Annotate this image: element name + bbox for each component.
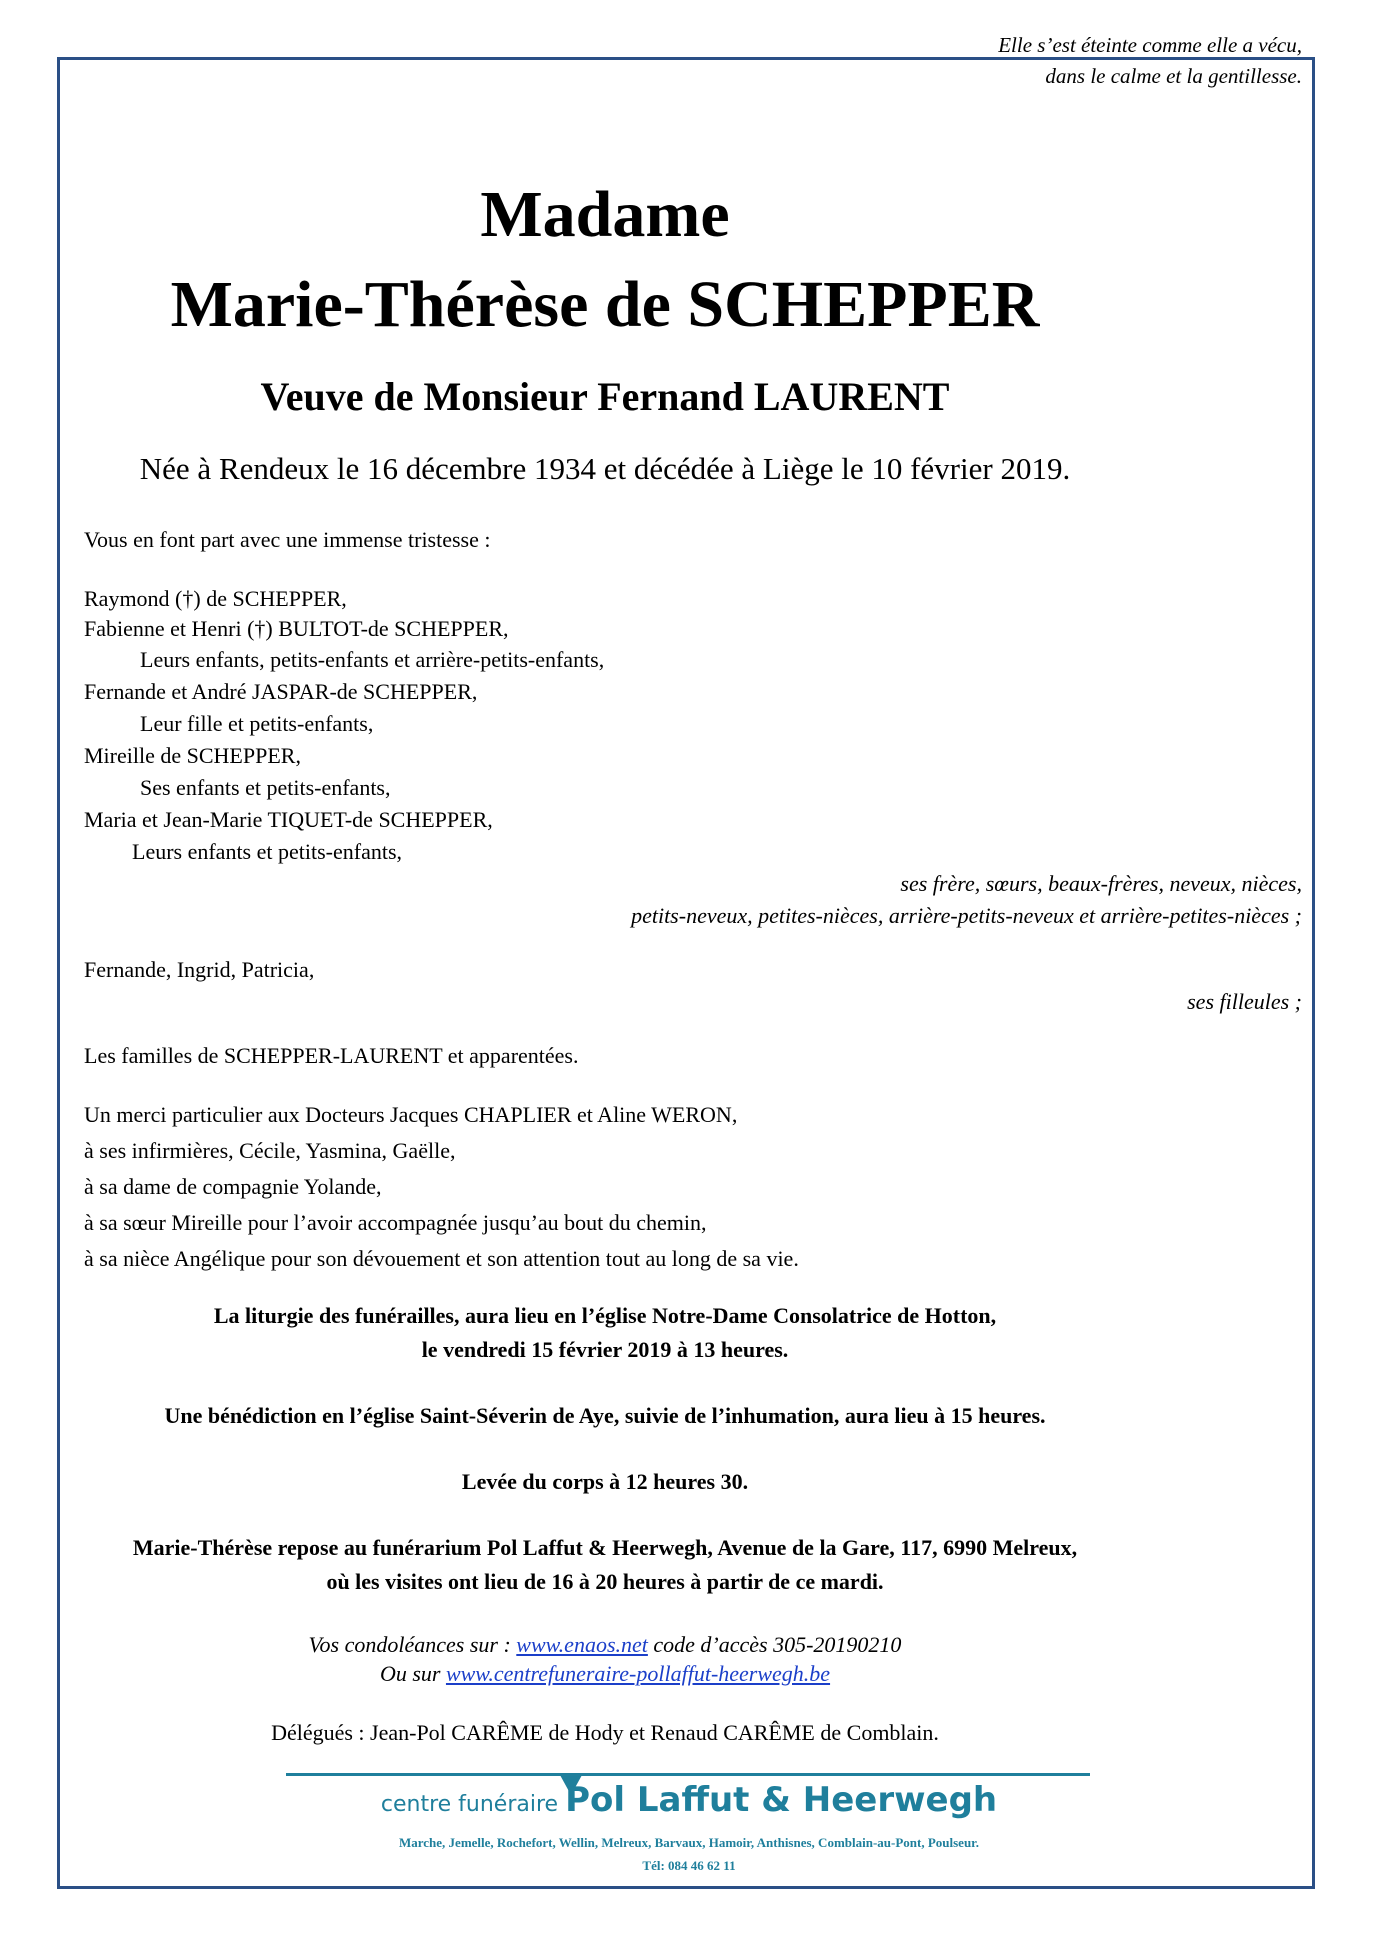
- family-line: Fernande et André JASPAR-de SCHEPPER,: [84, 679, 478, 704]
- siblings-note: ses frère, sœurs, beaux-frères, neveux, nièces,: [900, 871, 1302, 896]
- blessing-line: Une bénédiction en l’église Saint-Séverin de Aye, suivie de l’inhumation, aura lieu à 15 heures.: [164, 1403, 1046, 1428]
- thanks-line: à sa nièce Angélique pour son dévouement et son attention tout au long de sa vie.: [84, 1246, 799, 1271]
- logo-name: Pol Laffut & Heerwegh: [565, 1780, 998, 1820]
- logo-phone: Tél: 084 46 62 11: [642, 1858, 736, 1873]
- siblings-note: petits-neveux, petites-nièces, arrière-petits-neveux et arrière-petites-nièces ;: [631, 903, 1302, 928]
- condolences-or: Ou sur: [379, 1661, 446, 1686]
- godchildren-note: ses filleules ;: [1187, 989, 1302, 1014]
- condolences-alt-line: [0, 1657, 1210, 1691]
- rest-line: où les visites ont lieu de 16 à 20 heures à partir de ce mardi.: [326, 1569, 884, 1594]
- thanks-line: à ses infirmières, Cécile, Yasmina, Gaëlle,: [84, 1138, 456, 1163]
- intro-line: Vous en font part avec une immense tristesse :: [84, 527, 491, 552]
- thanks-line: à sa dame de compagnie Yolande,: [84, 1174, 382, 1199]
- access-code: code d’accès 305-20190210: [647, 1632, 902, 1657]
- logo-divider: [286, 1773, 1090, 1776]
- logo-subtitle: centre funéraire: [380, 1792, 566, 1817]
- delegates-line: Délégués : Jean-Pol CARÊME de Hody et Renaud CARÊME de Comblain.: [271, 1720, 939, 1745]
- thanks-line: à sa sœur Mireille pour l’avoir accompagnée jusqu’au bout du chemin,: [84, 1210, 707, 1235]
- godchildren-line: Fernande, Ingrid, Patricia,: [84, 957, 315, 982]
- funeral-home-logo: [0, 1780, 1378, 1820]
- family-line: Leur fille et petits-enfants,: [140, 711, 374, 736]
- condolences-prefix: Vos condoléances sur :: [308, 1632, 517, 1657]
- thanks-line: Un merci particulier aux Docteurs Jacques CHAPLIER et Aline WERON,: [84, 1102, 738, 1127]
- levee-line: Levée du corps à 12 heures 30.: [461, 1469, 749, 1494]
- funeral-center-link[interactable]: www.centrefuneraire-pollaffut-heerwegh.be: [445, 1661, 831, 1686]
- family-line: Leurs enfants, petits-enfants et arrière-petits-enfants,: [140, 647, 605, 672]
- families-line: Les familles de SCHEPPER-LAURENT et apparentées.: [84, 1043, 579, 1068]
- widow-line: Veuve de Monsieur Fernand LAURENT: [260, 374, 950, 419]
- liturgy-line: La liturgie des funérailles, aura lieu en l’église Notre-Dame Consolatrice de Hotton,: [213, 1303, 997, 1328]
- epigraph: [998, 30, 1302, 92]
- title-name: Marie-Thérèse de SCHEPPER: [170, 268, 1040, 341]
- birth-death-line: Née à Rendeux le 16 décembre 1934 et décédée à Liège le 10 février 2019.: [139, 451, 1071, 486]
- family-line: Maria et Jean-Marie TIQUET-de SCHEPPER,: [84, 807, 493, 832]
- liturgy-line: le vendredi 15 février 2019 à 13 heures.: [421, 1337, 789, 1362]
- family-line: Fabienne et Henri (†) BULTOT-de SCHEPPER,: [84, 616, 509, 641]
- family-line: Raymond (†) de SCHEPPER,: [84, 586, 347, 611]
- epigraph-line: dans le calme et la gentillesse.: [1045, 64, 1302, 88]
- family-line: Mireille de SCHEPPER,: [84, 743, 301, 768]
- epigraph-line: Elle s’est éteinte comme elle a vécu,: [998, 33, 1302, 57]
- family-line: Leurs enfants et petits-enfants,: [132, 839, 403, 864]
- logo-cities: Marche, Jemelle, Rochefort, Wellin, Melreux, Barvaux, Hamoir, Anthisnes, Comblain-au-Pont, Poulseur.: [398, 1835, 980, 1850]
- title-madame: Madame: [480, 178, 730, 251]
- family-line: Ses enfants et petits-enfants,: [140, 775, 391, 800]
- rest-line: Marie-Thérèse repose au funérarium Pol Laffut & Heerwegh, Avenue de la Gare, 117, 6990 Melreux,: [132, 1535, 1078, 1560]
- enaos-link[interactable]: www.enaos.net: [516, 1632, 648, 1657]
